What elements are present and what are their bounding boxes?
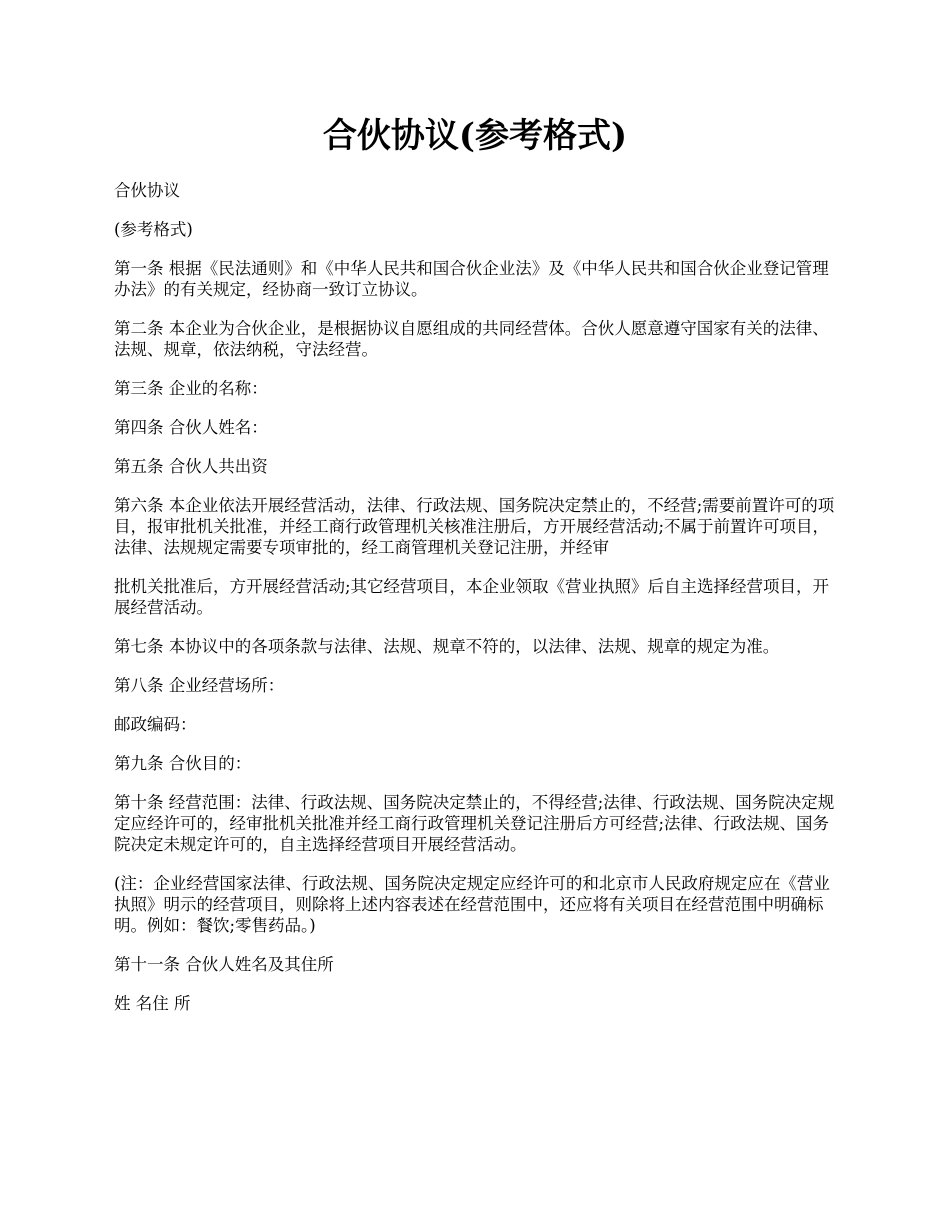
article-8: 第八条 企业经营场所： <box>114 676 285 695</box>
paragraph-heading: 合伙协议 <box>114 181 180 200</box>
article-9: 第九条 合伙目的： <box>114 754 252 773</box>
article-11: 第十一条 合伙人姓名及其住所 <box>114 955 334 974</box>
document-title: 合伙协议(参考格式) <box>322 116 628 156</box>
article-2: 第二条 本企业为合伙企业，是根据协议自愿组成的共同经营体。合伙人愿意遵守国家有关的法律、法规、规章，依法纳税，守法经营。 <box>114 319 829 359</box>
article-4: 第四条 合伙人姓名： <box>114 418 268 437</box>
article-5: 第五条 合伙人共出资 <box>114 457 268 476</box>
article-6-continued: 批机关批准后，方开展经营活动;其它经营项目，本企业领取《营业执照》后自主选择经营项目，开展经营活动。 <box>114 577 830 617</box>
article-7: 第七条 本协议中的各项条款与法律、法规、规章不符的，以法律、法规、规章的规定为准。 <box>114 637 780 656</box>
article-1: 第一条 根据《民法通则》和《中华人民共和国合伙企业法》及《中华人民共和国合伙企业登记管理办法》的有关规定，经协商一致订立协议。 <box>114 259 829 299</box>
postal-code: 邮政编码： <box>114 715 197 734</box>
article-6: 第六条 本企业依法开展经营活动，法律、行政法规、国务院决定禁止的，不经营;需要前置许可的项目，报审批机关批准，并经工商行政管理机关核准注册后，方开展经营活动;不属于前置许可项目，法律、法规规定需要专项审批的，经工商管理机关登记注册，并经审 <box>114 496 835 557</box>
document-body <box>114 180 840 1032</box>
article-3: 第三条 企业的名称： <box>114 379 268 398</box>
article-10: 第十条 经营范围：法律、行政法规、国务院决定禁止的，不得经营;法律、行政法规、国务院决定规定应经许可的，经审批机关批准并经工商行政管理机关登记注册后方可经营;法律、行政法规、国务院决定未规定许可的，自主选择经营项目开展经营活动。 <box>114 793 835 854</box>
name-address-header: 姓 名住 所 <box>114 994 191 1013</box>
note-paragraph: (注：企业经营国家法律、行政法规、国务院决定规定应经许可的和北京市人民政府规定应在《营业执照》明示的经营项目，则除将上述内容表述在经营范围中，还应将有关项目在经营范围中明确标明。例如：餐饮;零售药品。) <box>114 874 830 935</box>
paragraph-subheading: (参考格式) <box>114 220 193 239</box>
